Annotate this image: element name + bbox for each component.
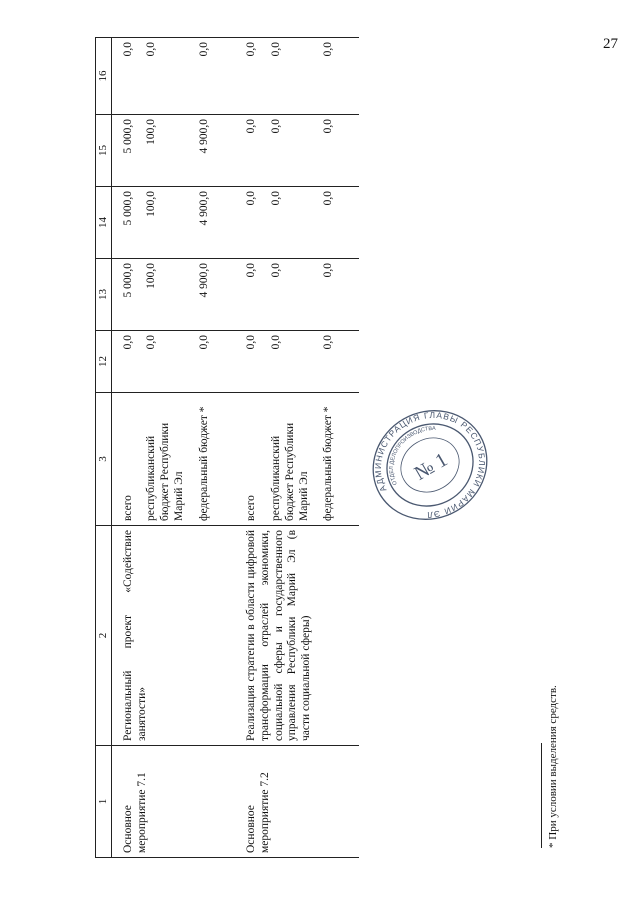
value-cell: 0,0 bbox=[267, 331, 319, 393]
value-cell: 4 900,0 bbox=[195, 187, 237, 259]
measure-name: Основное мероприятие 7.2 bbox=[237, 746, 359, 858]
value-cell: 5 000,0 bbox=[111, 115, 142, 187]
funding-source: республиканский бюджет Республики Марий Эл bbox=[267, 393, 319, 526]
value-cell: 0,0 bbox=[319, 115, 359, 187]
measure-description: Региональный проект «Содействие занятости» bbox=[111, 526, 237, 746]
funding-source: федеральный бюджет * bbox=[195, 393, 237, 526]
rotated-landscape-content bbox=[95, 38, 595, 858]
value-cell: 0,0 bbox=[237, 331, 267, 393]
official-stamp bbox=[365, 405, 495, 525]
value-cell: 0,0 bbox=[319, 259, 359, 331]
stamp-ring-text: АДМИНИСТРАЦИЯ ГЛАВЫ РЕСПУБЛИКИ МАРИЙ ЭЛ bbox=[372, 409, 488, 521]
value-cell: 5 000,0 bbox=[111, 187, 142, 259]
value-cell: 0,0 bbox=[195, 331, 237, 393]
page-number: 27 bbox=[603, 36, 618, 52]
header-cell: 15 bbox=[96, 115, 112, 187]
table-row bbox=[237, 38, 267, 858]
table-row bbox=[111, 38, 142, 858]
value-cell: 0,0 bbox=[319, 187, 359, 259]
header-cell: 2 bbox=[96, 526, 112, 746]
header-row bbox=[96, 38, 112, 858]
header-cell: 16 bbox=[96, 38, 112, 115]
value-cell: 0,0 bbox=[267, 259, 319, 331]
value-cell: 0,0 bbox=[237, 259, 267, 331]
header-cell: 1 bbox=[96, 746, 112, 858]
footnote: * При условии выделения средств. bbox=[547, 685, 559, 848]
stamp-inner-text: ОТДЕЛ ДЕЛОПРОИЗВОДСТВА bbox=[388, 425, 436, 486]
value-cell: 0,0 bbox=[267, 115, 319, 187]
funding-source: всего bbox=[237, 393, 267, 526]
header-cell: 14 bbox=[96, 187, 112, 259]
footnote-divider bbox=[541, 743, 542, 848]
value-cell: 5 000,0 bbox=[111, 259, 142, 331]
value-cell: 0,0 bbox=[111, 38, 142, 115]
value-cell: 0,0 bbox=[195, 38, 237, 115]
value-cell: 0,0 bbox=[142, 331, 195, 393]
value-cell: 0,0 bbox=[237, 38, 267, 115]
header-cell: 13 bbox=[96, 259, 112, 331]
measure-description: Реализация стратегии в области цифровой трансформации отраслей экономики, социальной сферы и государственного управления Республики Марий Эл (в части социальной сферы) bbox=[237, 526, 359, 746]
value-cell: 0,0 bbox=[111, 331, 142, 393]
value-cell: 100,0 bbox=[142, 115, 195, 187]
value-cell: 0,0 bbox=[237, 187, 267, 259]
value-cell: 0,0 bbox=[319, 331, 359, 393]
value-cell: 0,0 bbox=[267, 38, 319, 115]
measure-name: Основное мероприятие 7.1 bbox=[111, 746, 237, 858]
funding-source: республиканский бюджет Республики Марий Эл bbox=[142, 393, 195, 526]
value-cell: 100,0 bbox=[142, 259, 195, 331]
stamp-seal-graphic bbox=[365, 405, 495, 525]
program-funding-table bbox=[95, 37, 359, 858]
value-cell: 4 900,0 bbox=[195, 115, 237, 187]
value-cell: 0,0 bbox=[237, 115, 267, 187]
value-cell: 0,0 bbox=[267, 187, 319, 259]
value-cell: 0,0 bbox=[319, 38, 359, 115]
stamp-number: № 1 bbox=[410, 448, 452, 485]
value-cell: 4 900,0 bbox=[195, 259, 237, 331]
value-cell: 0,0 bbox=[142, 38, 195, 115]
funding-source: всего bbox=[111, 393, 142, 526]
header-cell: 12 bbox=[96, 331, 112, 393]
funding-source: федеральный бюджет * bbox=[319, 393, 359, 526]
value-cell: 100,0 bbox=[142, 187, 195, 259]
header-cell: 3 bbox=[96, 393, 112, 526]
